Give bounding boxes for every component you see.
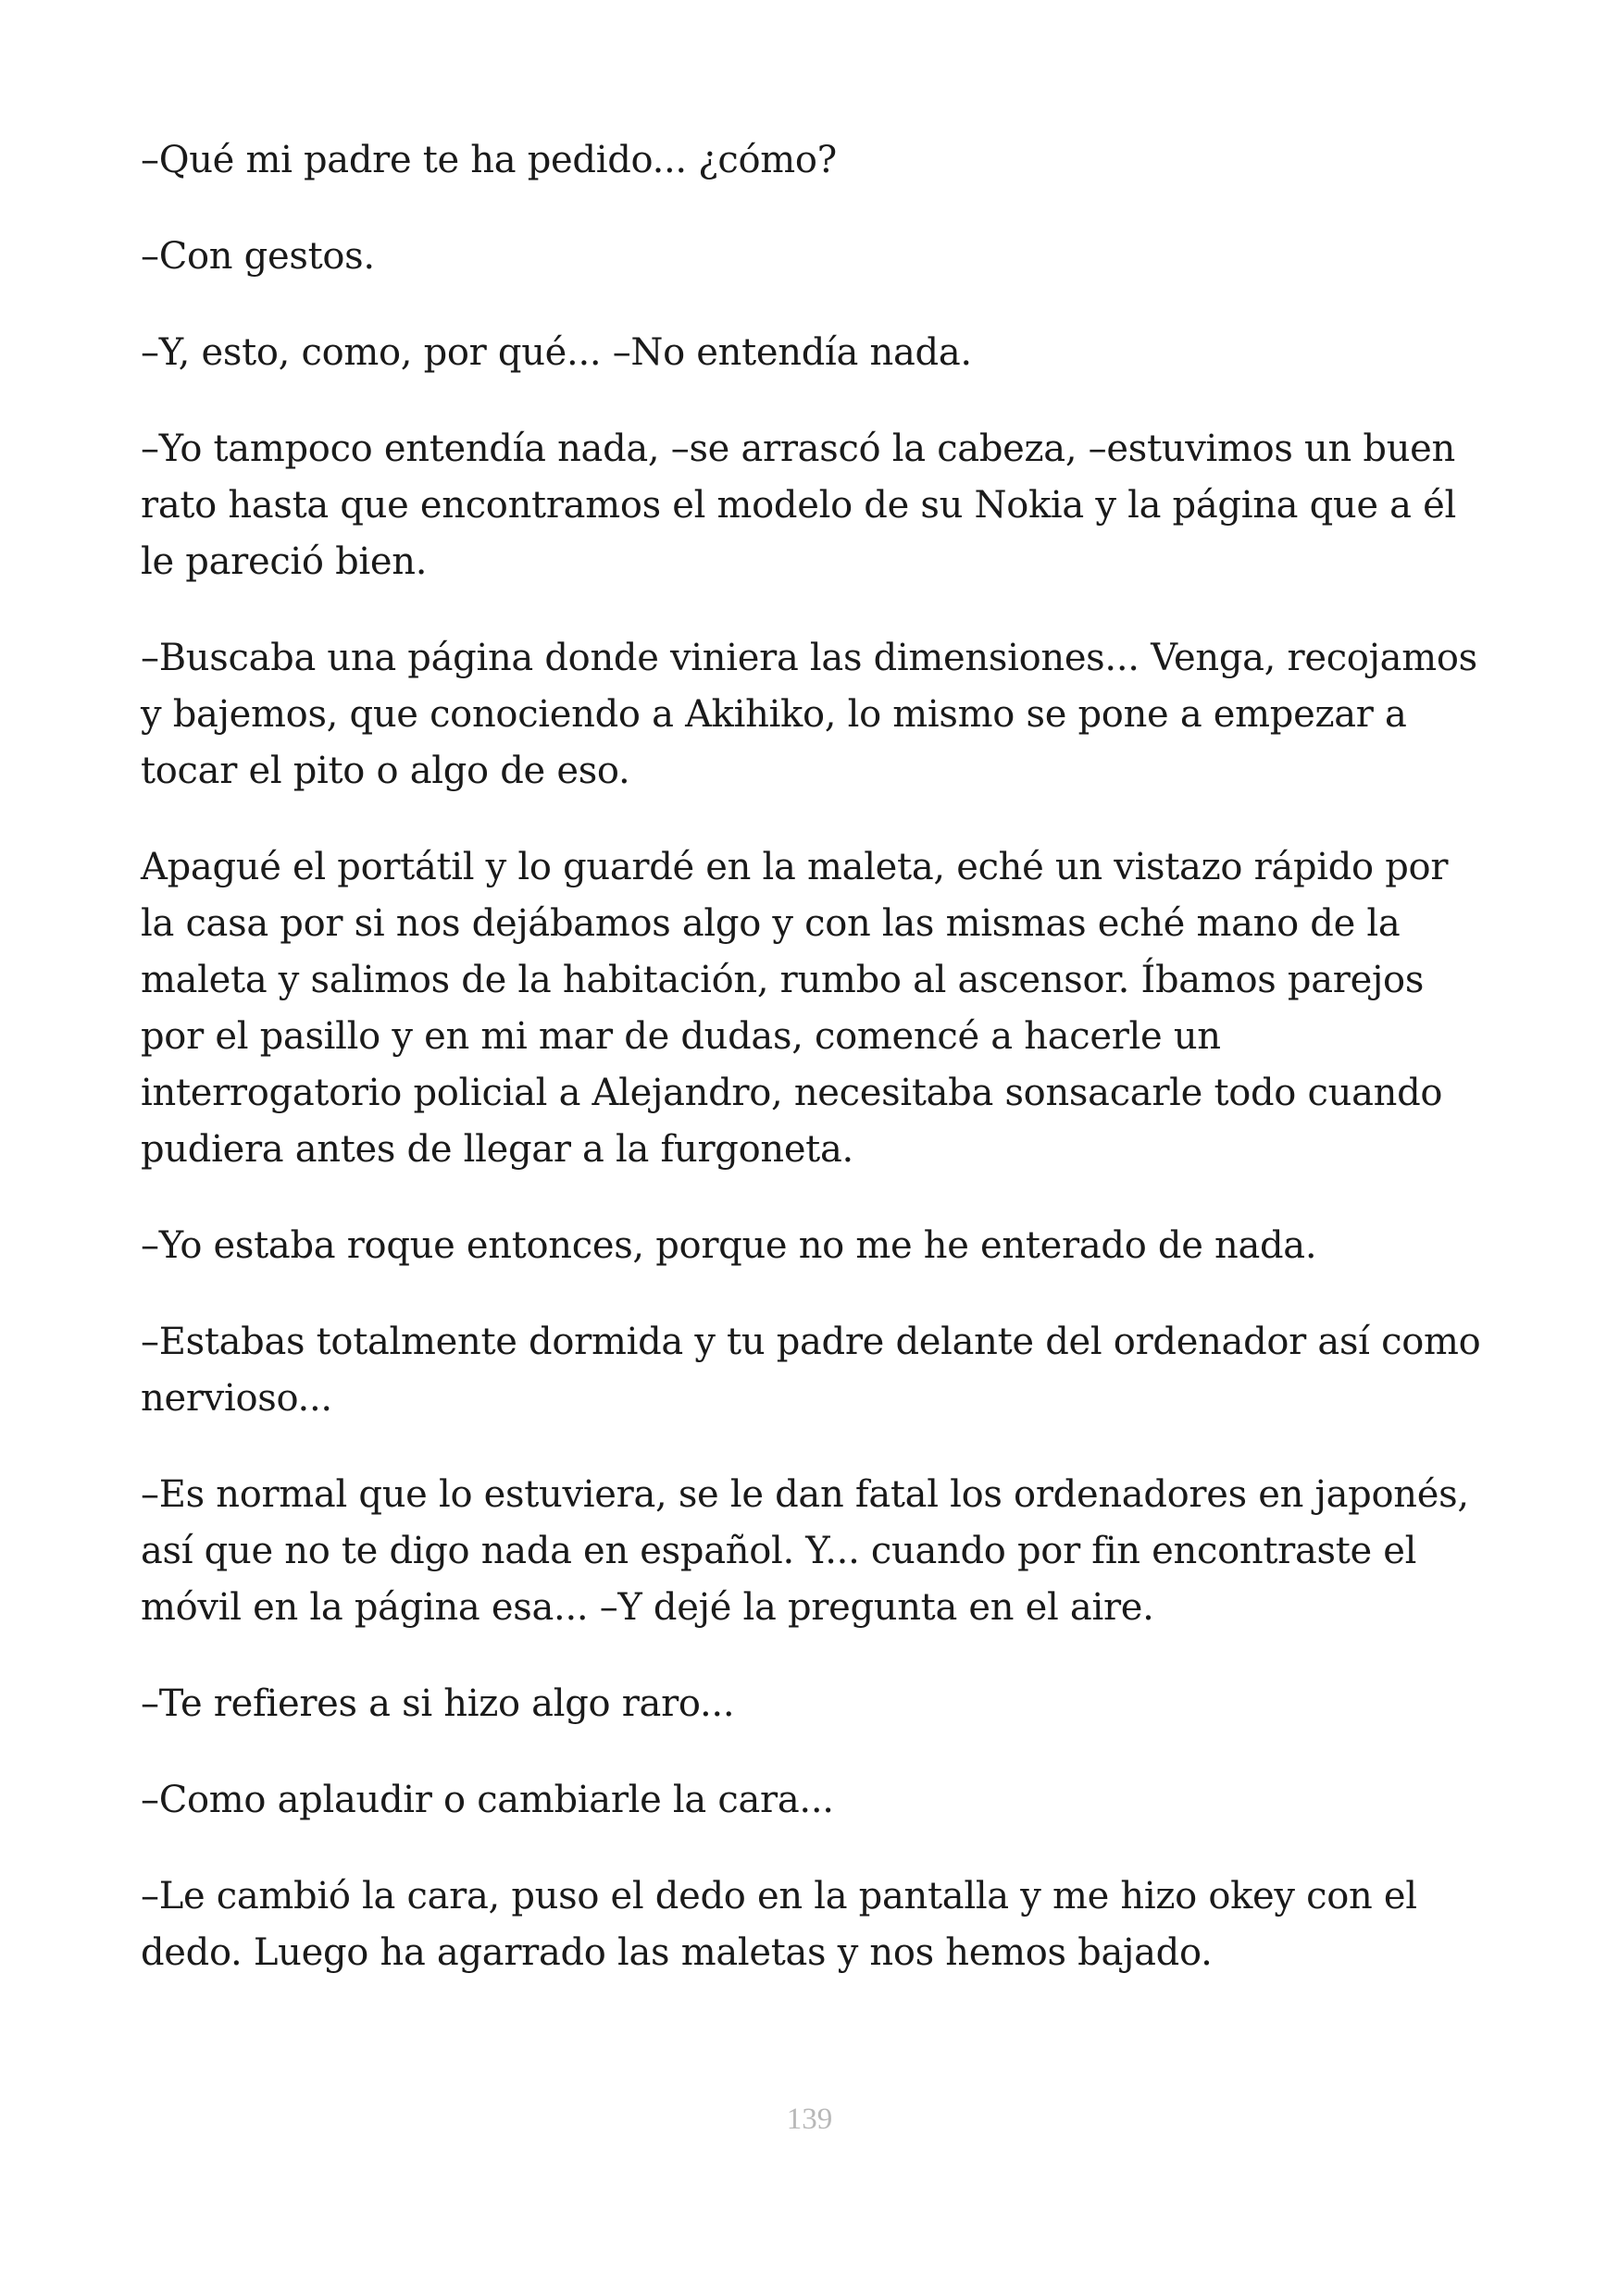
paragraph-10: –Te refieres a si hizo algo raro...	[141, 1682, 735, 1725]
page-number: 139	[786, 2103, 833, 2136]
paragraph-4: –Yo tampoco entendía nada, –se arrascó la cabeza, –estuvimos un buen rato hasta que encontramos el modelo de su Nokia y la página que a él le pareció bien.	[141, 428, 1456, 583]
paragraph-9: –Es normal que lo estuviera, se le dan fatal los ordenadores en japonés, así que no te digo nada en español. Y... cuando por fin encontraste el móvil en la página esa... –Y dejé la pregunta en el aire.	[141, 1473, 1469, 1629]
paragraph-11: –Como aplaudir o cambiarle la cara...	[141, 1779, 834, 1821]
paragraph-7: –Yo estaba roque entonces, porque no me he enterado de nada.	[141, 1224, 1317, 1267]
paragraph-1: –Qué mi padre te ha pedido... ¿cómo?	[141, 139, 837, 181]
paragraph-3: –Y, esto, como, por qué... –No entendía nada.	[141, 331, 972, 374]
paragraph-6: Apagué el portátil y lo guardé en la maleta, eché un vistazo rápido por la casa por si nos dejábamos algo y con las mismas eché mano de la maleta y salimos de la habitación, rumbo al ascensor. Íbamos parejos por el pasillo y en mi mar de dudas, comencé a hacerle un interrogatorio policial a Alejandro, necesitaba sonsacarle todo cuando pudiera antes de llegar a la furgoneta.	[141, 846, 1449, 1171]
paragraph-2: –Con gestos.	[141, 235, 375, 278]
body-text	[141, 132, 1492, 2021]
paragraph-5: –Buscaba una página donde viniera las dimensiones... Venga, recojamos y bajemos, que conociendo a Akihiko, lo mismo se pone a empezar a tocar el pito o algo de eso.	[141, 637, 1477, 792]
paragraph-8: –Estabas totalmente dormida y tu padre delante del ordenador así como nervioso...	[141, 1321, 1481, 1420]
paragraph-12: –Le cambió la cara, puso el dedo en la pantalla y me hizo okey con el dedo. Luego ha agarrado las maletas y nos hemos bajado.	[141, 1875, 1417, 1974]
